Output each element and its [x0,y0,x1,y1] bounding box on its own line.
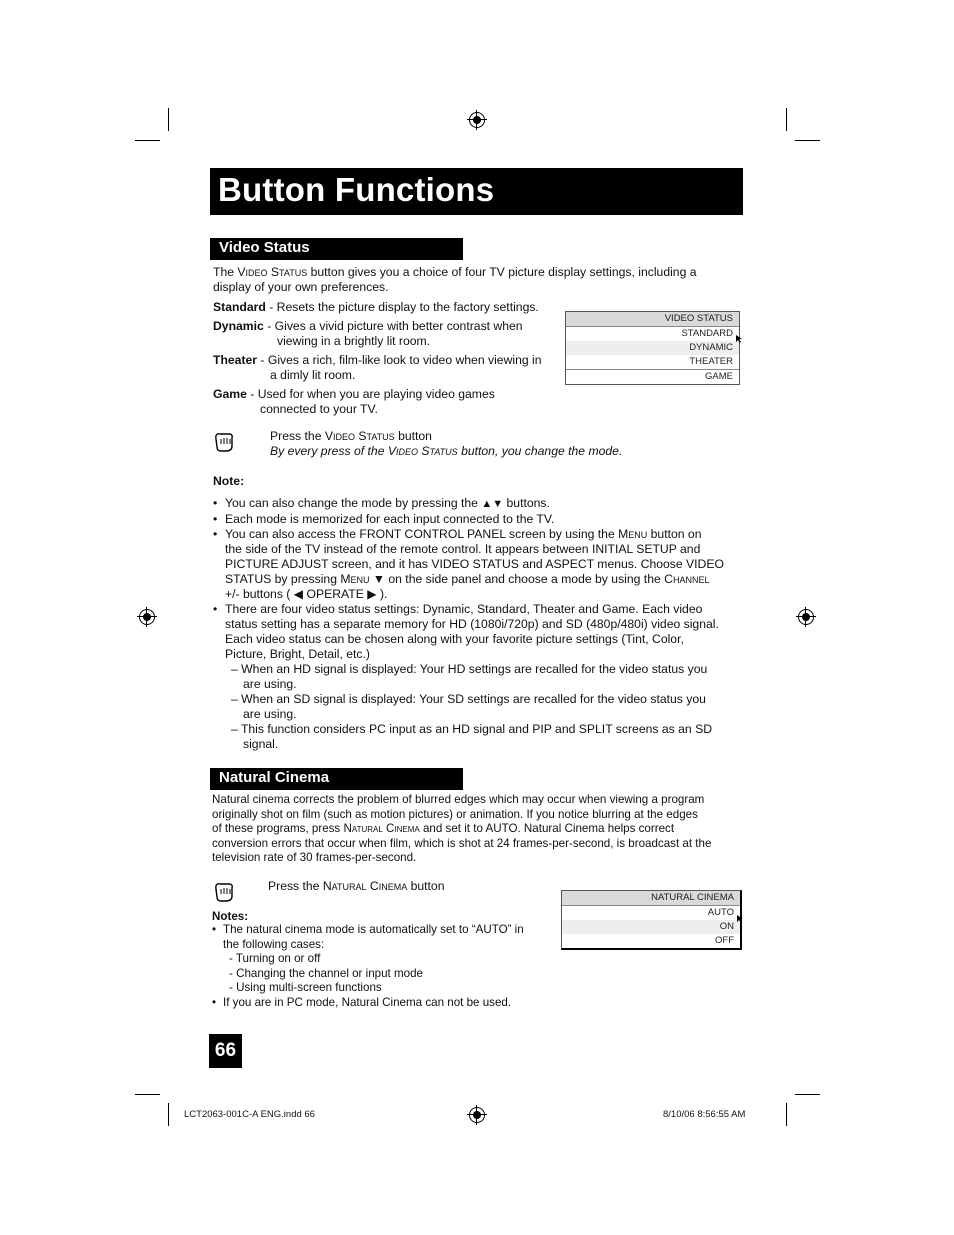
list-item: • You can also access the FRONT CONTROL PANEL screen by using the Menu button on the side of the TV instead of the remote control. It appears between INITIAL SETUP and PICTURE ADJUST screen, and it has VIDEO STATUS and ASPECT menus. Choose VIDEO STATUS by pressing Menu ▼ on the side panel and choose a mode by using the Channel +/- buttons ( ◀ OPERATE ▶ ). [213,527,724,601]
page-title: Button Functions [218,171,495,208]
section-heading-text: Video Status [219,239,310,256]
menu-item-theater: THEATER [689,356,733,367]
menu-item-dynamic: DYNAMIC [566,341,739,355]
crop-mark [168,1103,169,1126]
press-natural-cinema: Press the Natural Cinema button [268,879,445,893]
press-video-status: Press the Video Status button [270,429,432,443]
page-number-box [209,1034,242,1068]
crop-mark [795,1094,820,1095]
game-definition: Game - Used for when you are playing video games [213,387,495,401]
crop-mark [786,1103,787,1126]
theater-definition: Theater - Gives a rich, film-like look to video when viewing in [213,353,542,367]
page-number: 66 [214,1040,237,1061]
menu-item-game: GAME [566,369,739,384]
list-item: • There are four video status settings: Dynamic, Standard, Theater and Game. Each video status setting has a separate memory for HD (1080i/720p) and SD (480p/480i) video signal. Each video status can be chosen along with your favorite picture settings (Tint, Color, Picture, Bright, Detail, etc.) [213,602,719,661]
standard-definition: Standard - Resets the picture display to the factory settings. [213,300,539,314]
registration-mark-icon [469,1107,485,1123]
theater-definition-cont: a dimly lit room. [270,368,356,382]
crop-mark [135,1094,160,1095]
crop-mark [135,140,160,141]
finger-press-icon [213,430,235,454]
crop-mark [786,108,787,131]
cursor-icon [736,914,744,924]
registration-mark-icon [469,112,485,128]
natural-cinema-menu [561,890,742,950]
registration-mark-icon [139,609,155,625]
notes-label: Notes: [212,910,249,923]
registration-mark-icon [798,609,814,625]
sub-list-item: – When an HD signal is displayed: Your HD settings are recalled for the video status you are using. [231,662,708,691]
crop-mark [795,140,820,141]
page-title-bar [210,168,743,215]
natural-cinema-notes [212,923,524,1011]
crop-mark [168,108,169,131]
menu-item-off: OFF [715,935,734,946]
dynamic-definition: Dynamic - Gives a vivid picture with better contrast when [213,319,523,333]
finger-press-icon [213,880,235,904]
note-list [213,496,753,752]
footer-file: LCT2063-001C-A ENG.indd 66 [184,1109,315,1120]
menu-item-auto: AUTO [707,907,734,918]
dynamic-definition-cont: viewing in a brightly lit room. [277,334,431,348]
cursor-icon [735,334,743,344]
sub-list-item: – This function considers PC input as an HD signal and PIP and SPLIT screens as an SD signal. [231,722,712,751]
video-status-menu [565,311,740,385]
list-item: • The natural cinema mode is automatically set to “AUTO” in the following cases: - Turning on or off - Changing the channel or input mode - Using multi-screen functions [212,923,524,995]
menu-item-on: ON [562,920,740,934]
video-status-intro: The Video Status button gives you a choice of four TV picture display settings, including a display of your own preferences. [213,265,697,294]
list-item: • You can also change the mode by pressing the ▲▼ buttons. [213,496,550,510]
natural-cinema-paragraph: Natural cinema corrects the problem of blurred edges which may occur when viewing a program originally shot on film (such as motion pictures) or animation. If you notice blurring at the edges of these programs, press Natural Cinema and set it to AUTO. Natural Cinema helps correct conversion errors that occur when film, which is shot at 24 frames-per-second, is broadcast at the television rate of 30 frames-per-second. [212,793,712,864]
section-heading-text: Natural Cinema [219,769,330,786]
every-press-note: By every press of the Video Status button, you change the mode. [270,444,623,458]
list-item: • If you are in PC mode, Natural Cinema can not be used. [212,995,512,1009]
sub-list-item: – When an SD signal is displayed: Your SD settings are recalled for the video status you are using. [231,692,706,721]
menu-header: NATURAL CINEMA [562,891,740,906]
section-heading-natural-cinema [210,768,463,790]
menu-header: VIDEO STATUS [566,312,739,327]
footer-date: 8/10/06 8:56:55 AM [663,1109,746,1120]
section-heading-video-status [210,238,463,260]
menu-item-standard: STANDARD [681,328,733,339]
note-label: Note: [213,474,245,488]
game-definition-cont: connected to your TV. [260,402,378,416]
list-item: • Each mode is memorized for each input connected to the TV. [213,512,555,526]
